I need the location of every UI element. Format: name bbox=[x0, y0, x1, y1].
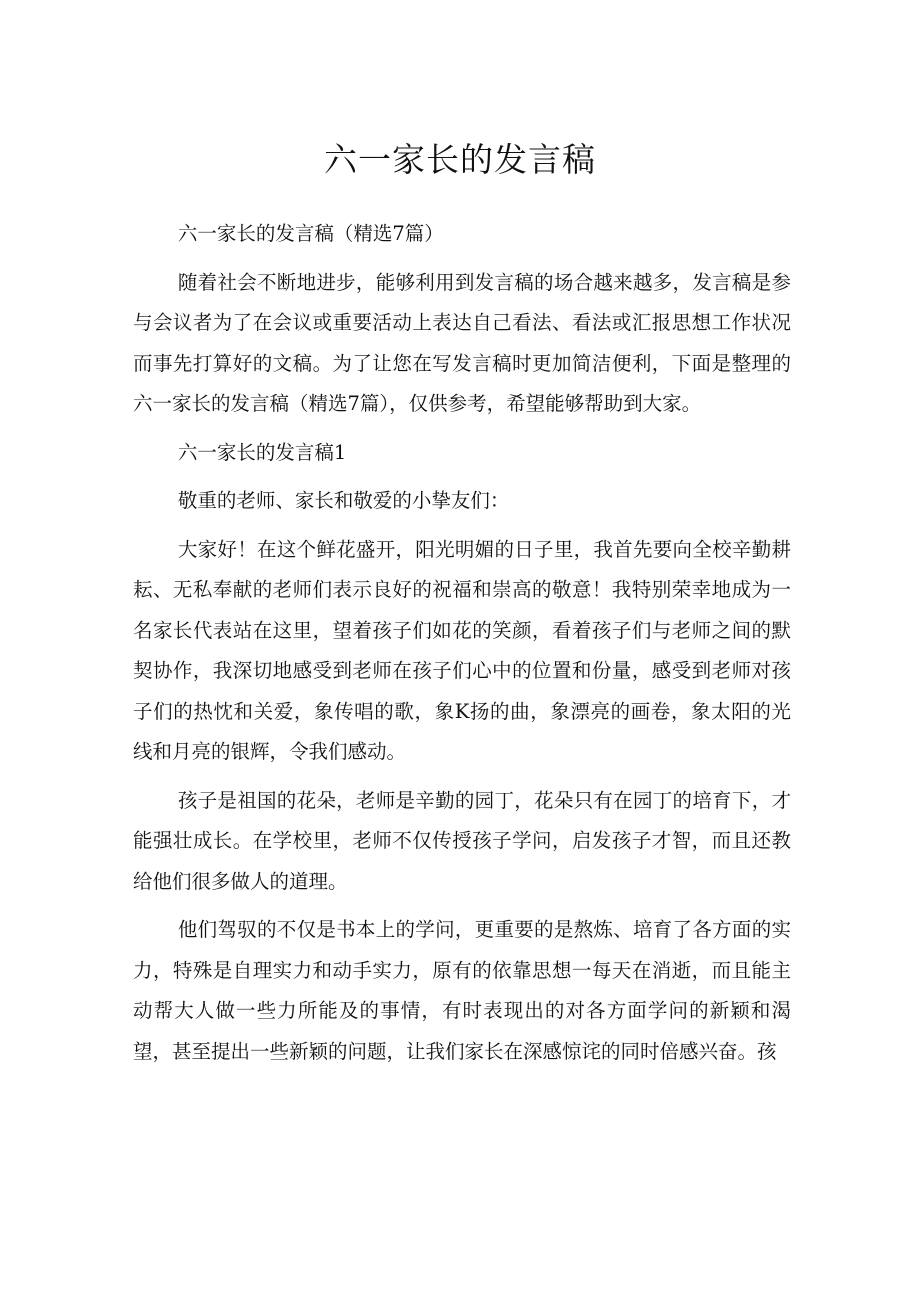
salutation-paragraph: 敬重的老师、家长和敬爱的小挚友们： bbox=[177, 489, 510, 512]
document-title: 六一家长的发言稿 bbox=[324, 140, 596, 179]
intro-paragraph: 随着社会不断地进步，能够利用到发言稿的场合越来越多，发言稿是参与会议者为了在会议或重要活动上表达自己看法、看法或汇报思想工作状况而事先打算好的文稿。为了让您在写发言稿时更加简洁便利，下面是整理的六一家长的发言稿（精选7篇），仅供参考，希望能够帮助到大家。 bbox=[133, 270, 791, 415]
subtitle-paragraph: 六一家长的发言稿（精选7篇） bbox=[177, 222, 444, 245]
body-paragraph-3: 他们驾驭的不仅是书本上的学问，更重要的是熬炼、培育了各方面的实力，特殊是自理实力和动手实力，原有的依靠思想一每天在消逝，而且能主动帮大人做一些力所能及的事情，有时表现出的对各方面学问的新颖和渴望，甚至提出一些新颖的问题，让我们家长在深感惊诧的同时倍感兴奋。孩 bbox=[133, 918, 791, 1063]
body-paragraph-2: 孩子是祖国的花朵，老师是辛勤的园丁，花朵只有在园丁的培育下，才能强壮成长。在学校里，老师不仅传授孩子学问，启发孩子才智，而且还教给他们很多做人的道理。 bbox=[133, 788, 791, 893]
section-heading: 六一家长的发言稿1 bbox=[177, 440, 347, 464]
body-paragraph-1: 大家好！在这个鲜花盛开，阳光明媚的日子里，我首先要向全校辛勤耕耘、无私奉献的老师们表示良好的祝福和崇高的敬意！我特别荣幸地成为一名家长代表站在这里，望着孩子们如花的笑颜，看着孩子们与老师之间的默契协作，我深切地感受到老师在孩子们心中的位置和份量，感受到老师对孩子们的热忱和关爱，象传唱的歌，象K扬的曲，象漂亮的画卷，象太阳的光线和月亮的银辉，令我们感动。 bbox=[133, 537, 791, 763]
document-body bbox=[133, 214, 791, 1072]
